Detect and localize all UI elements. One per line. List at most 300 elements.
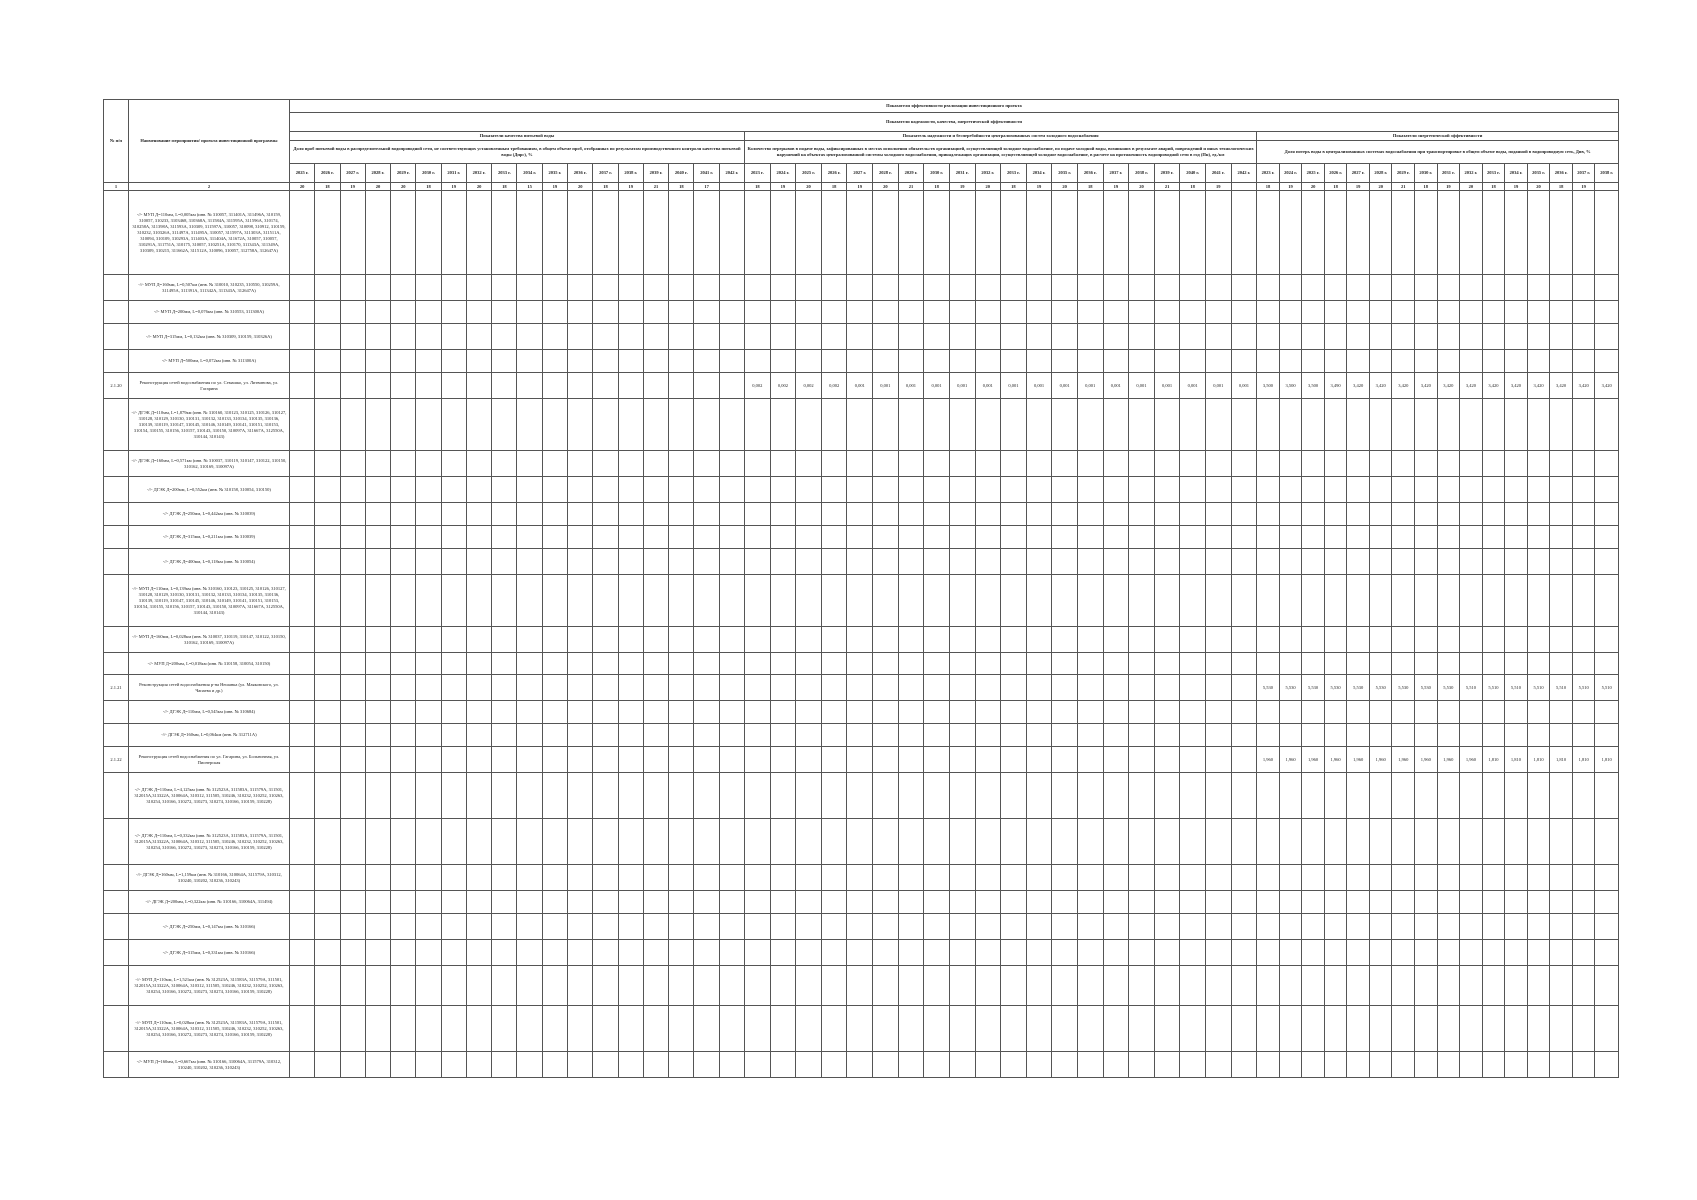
value-cell [1347,477,1370,503]
value-cell [924,675,950,701]
value-cell [1129,350,1155,373]
value-cell [1369,1006,1392,1052]
row-number [104,477,129,503]
value-cell [1001,575,1027,627]
value-cell [391,914,416,940]
value-cell [924,191,950,275]
value-cell [873,914,899,940]
value-cell [1302,1006,1325,1052]
value-cell [1279,575,1302,627]
value-cell [441,191,466,275]
value-cell [542,526,567,549]
value-cell [745,819,771,865]
value-cell [1103,966,1129,1006]
value-cell [1257,191,1280,275]
row-number [104,891,129,914]
value-cell [416,1052,441,1078]
value-cell [1595,324,1619,350]
row-name: -//- ДГЭК Д=250мм, L=0,442км (инв. № 310039) [128,503,289,526]
value-cell [1595,773,1619,819]
value-cell [847,191,873,275]
year-header: 2032 г. [1460,164,1483,183]
value-cell [365,966,390,1006]
value-cell [745,701,771,724]
value-cell [315,275,340,301]
value-cell [1180,1006,1206,1052]
value-cell: 5,530 [1392,675,1415,701]
value-cell [847,627,873,653]
value-cell: 0,001 [975,373,1001,399]
value-cell [924,399,950,451]
value-cell [289,701,314,724]
value-cell [1077,324,1103,350]
value-cell [1279,477,1302,503]
value-cell [694,627,719,653]
header-row-groups [104,132,1619,141]
year-header: 2033 г. [492,164,517,183]
year-header: 2042 г. [1231,164,1257,183]
value-cell [289,1006,314,1052]
value-cell [391,575,416,627]
value-cell [340,653,365,675]
year-header: 2038 г. [618,164,643,183]
value-cell [466,275,491,301]
value-cell [1505,891,1528,914]
value-cell [1369,350,1392,373]
value-cell [1460,819,1483,865]
value-cell [796,653,822,675]
value-cell [1231,275,1257,301]
value-cell [694,526,719,549]
value-cell [1052,324,1078,350]
value-cell [1302,653,1325,675]
value-cell [745,1052,771,1078]
value-cell [1205,1006,1231,1052]
value-cell [643,1006,668,1052]
value-cell [517,191,542,275]
value-cell [289,675,314,701]
value-cell [669,627,694,653]
value-cell [1103,701,1129,724]
row-name: -//- ДГЭК Д=400мм, L=0,118км (инв. № 310054) [128,549,289,575]
value-cell [517,914,542,940]
value-cell [517,940,542,966]
value-cell [441,301,466,324]
value-cell [719,747,744,773]
value-cell [1369,865,1392,891]
value-cell [1279,701,1302,724]
value-cell [492,301,517,324]
value-cell [1077,914,1103,940]
value-cell [1129,701,1155,724]
value-cell [1077,451,1103,477]
row-number [104,191,129,275]
value-cell [1392,701,1415,724]
row-name: -//- ДГЭК Д=250мм, L=0,147км (инв. № 310166) [128,914,289,940]
value-cell [1415,627,1438,653]
value-cell [1415,477,1438,503]
value-cell [719,627,744,653]
value-cell [1129,301,1155,324]
value-cell [1026,399,1052,451]
value-cell [796,399,822,451]
value-cell [618,675,643,701]
row-name: -//- ДГЭК Д=200мм, L=0,322км (инв. № 310166, 310064А, 311494) [128,891,289,914]
value-cell [517,350,542,373]
value-cell [1180,724,1206,747]
col-index-cell [719,183,744,191]
value-cell: 3,420 [1572,373,1595,399]
value-cell [975,966,1001,1006]
value-cell [1231,399,1257,451]
value-cell [1505,653,1528,675]
value-cell [1077,891,1103,914]
value-cell [1180,324,1206,350]
value-cell [466,940,491,966]
value-cell [1279,399,1302,451]
value-cell [975,701,1001,724]
row-name: -//- ДГЭК Д=200мм, L=0,552км (инв. № 310158, 310054, 310150) [128,477,289,503]
value-cell [593,653,618,675]
value-cell [1180,819,1206,865]
value-cell [1001,526,1027,549]
row-number: 2.1.21 [104,675,129,701]
value-cell [1052,966,1078,1006]
value-cell [517,747,542,773]
value-cell [593,477,618,503]
value-cell [391,891,416,914]
pipe-section-row [104,773,1619,819]
value-cell [949,940,975,966]
value-cell [975,324,1001,350]
value-cell: 0,001 [1154,373,1180,399]
value-cell [1103,575,1129,627]
value-cell [1205,914,1231,940]
year-header: 2037 г. [1103,164,1129,183]
value-cell [1392,940,1415,966]
value-cell [847,477,873,503]
value-cell: 1,810 [1482,747,1505,773]
value-cell [1279,1006,1302,1052]
value-cell [1369,1052,1392,1078]
value-cell [289,966,314,1006]
value-cell [975,747,1001,773]
value-cell [1595,914,1619,940]
value-cell [391,1052,416,1078]
value-cell [416,191,441,275]
value-cell: 5,530 [1437,675,1460,701]
value-cell [1180,301,1206,324]
value-cell [1154,724,1180,747]
col-name-header: Наименование мероприятия/ проекта инвестиционной программы [128,100,289,183]
value-cell [466,191,491,275]
value-cell [847,819,873,865]
value-cell [873,451,899,477]
value-cell [1154,503,1180,526]
value-cell [821,399,847,451]
efficiency-indicators-header: Показатели эффективности реализации инвестиционного проекта [289,100,1618,113]
value-cell [1231,1006,1257,1052]
value-cell [1154,324,1180,350]
value-cell [391,275,416,301]
value-cell [340,275,365,301]
value-cell [1231,549,1257,575]
col-index-cell: 19 [1505,183,1528,191]
value-cell [643,350,668,373]
value-cell [898,1006,924,1052]
header-row-sub [104,113,1619,132]
value-cell [289,575,314,627]
value-cell [315,627,340,653]
value-cell [643,373,668,399]
value-cell [1026,819,1052,865]
value-cell [416,324,441,350]
value-cell [1527,399,1550,451]
value-cell [1347,773,1370,819]
value-cell [1415,526,1438,549]
value-cell [1257,350,1280,373]
value-cell [365,373,390,399]
value-cell [466,914,491,940]
value-cell [1180,575,1206,627]
value-cell [1347,275,1370,301]
value-cell [719,399,744,451]
value-cell [618,966,643,1006]
value-cell [1482,350,1505,373]
year-header: 2033 г. [1001,164,1027,183]
value-cell [365,653,390,675]
value-cell [924,575,950,627]
value-cell [542,891,567,914]
row-number [104,773,129,819]
value-cell [289,350,314,373]
value-cell [1129,865,1155,891]
project-row [104,675,1619,701]
year-header: 2031 г. [441,164,466,183]
row-name: -//- ДГЭК Д=110мм, L=0,332км (инв. № 312523А, 311583А, 311579А, 311501, 312015А,313322А, 310064А, 310312, 311505, 310246, 310232, 310252, 310263, 310254, 310166, 310272, 310273, 310274, 310166, 310159, 310228) [128,819,289,865]
row-number [104,275,129,301]
value-cell [1437,549,1460,575]
value-cell [1052,747,1078,773]
value-cell [1052,399,1078,451]
value-cell: 5,510 [1505,675,1528,701]
value-cell [315,891,340,914]
value-cell [1347,966,1370,1006]
value-cell [289,275,314,301]
value-cell [1231,503,1257,526]
value-cell [1324,653,1347,675]
value-cell [1505,627,1528,653]
value-cell [1129,773,1155,819]
value-cell [694,373,719,399]
value-cell [1572,526,1595,549]
value-cell [1279,350,1302,373]
value-cell [694,747,719,773]
value-cell [1437,301,1460,324]
value-cell [1550,350,1573,373]
value-cell [618,191,643,275]
value-cell [1129,627,1155,653]
value-cell [593,1052,618,1078]
value-cell [924,865,950,891]
value-cell [1001,627,1027,653]
value-cell [694,399,719,451]
value-cell [745,191,771,275]
value-cell [1077,350,1103,373]
value-cell [694,724,719,747]
value-cell [1180,526,1206,549]
value-cell: 1,960 [1369,747,1392,773]
value-cell [694,1006,719,1052]
col-index-cell: 20 [1527,183,1550,191]
value-cell [1369,503,1392,526]
value-cell [441,865,466,891]
value-cell [1279,191,1302,275]
value-cell [1437,653,1460,675]
value-cell [1257,399,1280,451]
value-cell [1103,191,1129,275]
value-cell [924,503,950,526]
value-cell [1324,1006,1347,1052]
value-cell [949,747,975,773]
value-cell [847,701,873,724]
value-cell [1392,627,1415,653]
value-cell [1001,773,1027,819]
value-cell [1347,451,1370,477]
row-number [104,1052,129,1078]
value-cell [1392,1006,1415,1052]
value-cell [1001,914,1027,940]
value-cell [694,653,719,675]
value-cell [593,575,618,627]
col-index-cell: 19 [770,183,796,191]
value-cell [441,399,466,451]
value-cell [568,724,593,747]
value-cell [669,275,694,301]
value-cell [873,653,899,675]
value-cell [1392,451,1415,477]
col-index-cell: 18 [1415,183,1438,191]
value-cell [618,819,643,865]
value-cell [542,373,567,399]
value-cell [568,399,593,451]
value-cell [1077,627,1103,653]
value-cell [1001,301,1027,324]
value-cell [1595,575,1619,627]
value-cell [1550,773,1573,819]
value-cell [924,914,950,940]
value-cell [1572,575,1595,627]
value-cell [1482,301,1505,324]
value-cell [542,275,567,301]
value-cell [1437,940,1460,966]
value-cell [1180,477,1206,503]
value-cell [1205,503,1231,526]
value-cell [340,191,365,275]
value-cell [1369,627,1392,653]
value-cell [542,675,567,701]
value-cell [1482,724,1505,747]
value-cell [1026,451,1052,477]
year-header: 2032 г. [466,164,491,183]
col-index-cell: 20 [1052,183,1078,191]
value-cell [745,1006,771,1052]
value-cell [1392,275,1415,301]
row-name: -//- ДГЭК Д=315мм, L=0,211км (инв. № 310039) [128,526,289,549]
value-cell: 0,001 [949,373,975,399]
value-cell [1415,914,1438,940]
indicator-header-samples: Доля проб питьевой воды в распределительной водопроводной сети, не соответствующих установленным требованиям, в общем объеме проб, отобранных по результатам производственного контроля качества питьевой воды (Дпрс), % [289,141,744,164]
value-cell [1369,451,1392,477]
value-cell [1369,891,1392,914]
value-cell: 3,420 [1482,373,1505,399]
value-cell: 1,960 [1279,747,1302,773]
value-cell: 1,960 [1302,747,1325,773]
value-cell [847,675,873,701]
value-cell [873,350,899,373]
value-cell [1324,575,1347,627]
value-cell [1415,399,1438,451]
value-cell [975,653,1001,675]
project-row [104,747,1619,773]
value-cell [289,724,314,747]
value-cell [1550,966,1573,1006]
indicator-header-losses: Доля потерь воды в централизованных системах водоснабжения при транспортировке в общем объеме воды, поданной в водопроводную сеть, Дпв, % [1257,141,1619,164]
value-cell [796,747,822,773]
value-cell [745,747,771,773]
value-cell [466,627,491,653]
col-index-cell: 18 [1180,183,1206,191]
value-cell [315,819,340,865]
value-cell [643,865,668,891]
value-cell [1052,675,1078,701]
value-cell [898,1052,924,1078]
value-cell [517,451,542,477]
value-cell [416,653,441,675]
indicator-header-interruptions: Количество перерывов в подаче воды, зафиксированных в местах исполнения обязательств организацией, осуществляющей холодное водоснабжение, по подаче холодной воды, возникших в результате аварий, повреждений и иных технологических нарушений на объектах централизованной системы холодного водоснабжения, принадлежащих организации, осуществляющей холодное водоснабжение, в расчете на протяженность водопроводной сети в год (Пн), ед./км [745,141,1257,164]
value-cell [770,399,796,451]
value-cell [1129,451,1155,477]
value-cell [1001,503,1027,526]
col-index-cell: 19 [1205,183,1231,191]
value-cell [340,526,365,549]
value-cell [924,653,950,675]
value-cell [1505,503,1528,526]
value-cell [1302,350,1325,373]
value-cell [821,575,847,627]
value-cell [340,701,365,724]
value-cell [1180,966,1206,1006]
value-cell [1052,653,1078,675]
year-header: 2031 г. [949,164,975,183]
value-cell [949,865,975,891]
value-cell [593,399,618,451]
value-cell [719,503,744,526]
value-cell [441,324,466,350]
value-cell [618,724,643,747]
value-cell [796,526,822,549]
value-cell [821,503,847,526]
value-cell [593,819,618,865]
value-cell [1572,301,1595,324]
value-cell [391,503,416,526]
value-cell [466,865,491,891]
value-cell [847,503,873,526]
value-cell [365,747,390,773]
value-cell [289,373,314,399]
value-cell [1129,891,1155,914]
value-cell [517,549,542,575]
